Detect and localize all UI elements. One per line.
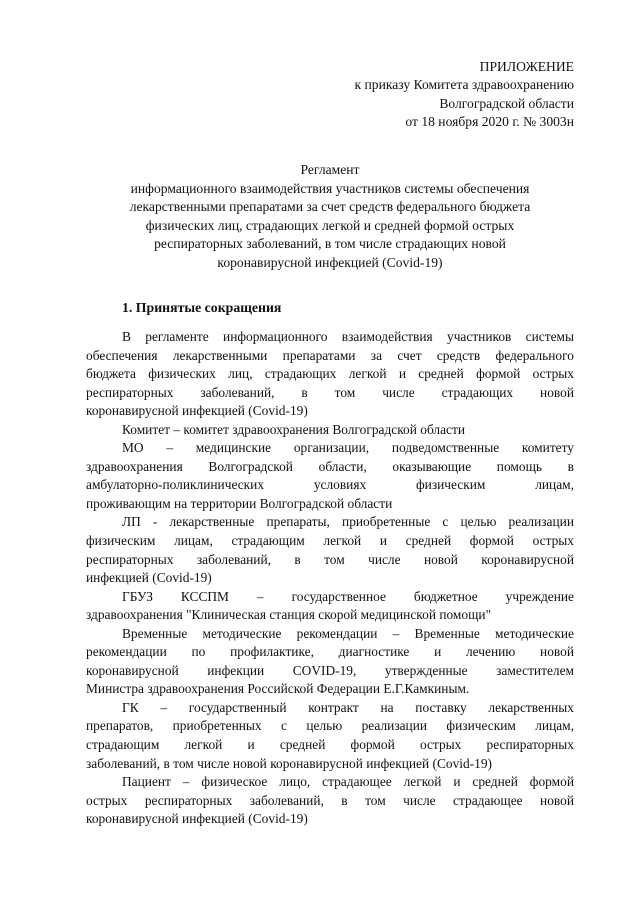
paragraph-line: респираторных заболеваний, в том числе страдающих новой	[86, 384, 574, 400]
paragraph-line: страдающим легкой и средней формой острых респираторных	[86, 737, 574, 753]
paragraph-line: обеспечения лекарственными препаратами за счет средств федерального	[86, 347, 574, 363]
document-body	[86, 328, 574, 829]
title-line-6: коронавирусной инфекцией (Covid-19)	[217, 254, 443, 270]
paragraph-patient	[86, 773, 574, 829]
paragraph-line: амбулаторно-поликлинических условиях физическим лицам,	[86, 477, 574, 493]
paragraph-intro	[86, 328, 574, 421]
appendix-header	[355, 58, 574, 131]
paragraph-mo	[86, 439, 574, 513]
paragraph-line: В регламенте информационного взаимодействия участников системы	[122, 329, 574, 344]
paragraph-line: респираторных заболеваний, в том числе новой коронавирусной	[86, 551, 574, 567]
paragraph-line: МО – медицинские организации, подведомственные комитету	[122, 440, 574, 456]
document-title	[80, 161, 580, 273]
paragraph-line: Временные методические рекомендации – Временные методические	[122, 625, 574, 641]
paragraph-line: ГБУЗ КССПМ – государственное бюджетное учреждение	[122, 588, 574, 604]
title-line-4: физических лиц, страдающих легкой и средней формой острых	[145, 217, 515, 233]
section-heading: 1. Принятые сокращения	[122, 300, 282, 315]
paragraph-committee	[86, 421, 574, 440]
paragraph-line: ГК – государственный контракт на поставку лекарственных	[122, 699, 574, 715]
order-reference: к приказу Комитета здравоохранению	[354, 77, 574, 93]
order-date-number: от 18 ноября 2020 г. № 3003н	[405, 113, 574, 129]
paragraph-line: здравоохранения Волгоградской области, оказывающие помощь в	[86, 458, 574, 474]
title-line-1: Регламент	[300, 162, 360, 177]
appendix-label: ПРИЛОЖЕНИЕ	[479, 59, 574, 74]
title-line-5: респираторных заболеваний, в том числе страдающих новой	[154, 236, 506, 252]
paragraph-line: препаратов, приобретенных с целью реализации физическим лицам,	[86, 718, 574, 734]
paragraph-line: ЛП - лекарственные препараты, приобретенные с целью реализации	[122, 514, 574, 530]
paragraph-line: коронавирусной инфекции COVID-19, утвержденные заместителем	[86, 662, 574, 678]
region-name: Волгоградской области	[439, 95, 574, 111]
paragraph-line: бюджета физических лиц, страдающих легкой и средней формой острых	[86, 366, 574, 382]
paragraph-gbuz	[86, 588, 574, 625]
title-line-2: информационного взаимодействия участников системы обеспечения	[130, 180, 530, 196]
paragraph-line: рекомендации по профилактике, диагностике и лечению новой	[86, 644, 574, 660]
title-line-3: лекарственными препаратами за счет средств федерального бюджета	[129, 199, 531, 215]
paragraph-line: проживающим на территории Волгоградской области	[86, 495, 393, 511]
paragraph-line: Министра здравоохранения Российской Федерации Е.Г.Камкиным.	[86, 681, 470, 697]
paragraph-line: здравоохранения "Клиническая станция скорой медицинской помощи"	[86, 607, 492, 623]
paragraph-line: Пациент – физическое лицо, страдающее легкой и средней формой	[122, 774, 574, 790]
paragraph-line: физическим лицам, страдающим легкой и средней формой острых	[86, 533, 574, 549]
paragraph-lp	[86, 513, 574, 587]
paragraph-line: заболеваний, в том числе новой коронавирусной инфекцией (Covid-19)	[86, 755, 492, 771]
paragraph-line: инфекцией (Covid-19)	[86, 570, 212, 586]
paragraph-line: Комитет – комитет здравоохранения Волгоградской области	[122, 421, 466, 437]
paragraph-line: коронавирусной инфекцией (Covid-19)	[86, 811, 308, 827]
paragraph-guidelines	[86, 625, 574, 699]
paragraph-line: коронавирусной инфекцией (Covid-19)	[86, 403, 308, 419]
paragraph-line: острых респираторных заболеваний, в том числе страдающее новой	[86, 792, 574, 808]
paragraph-gk	[86, 699, 574, 773]
